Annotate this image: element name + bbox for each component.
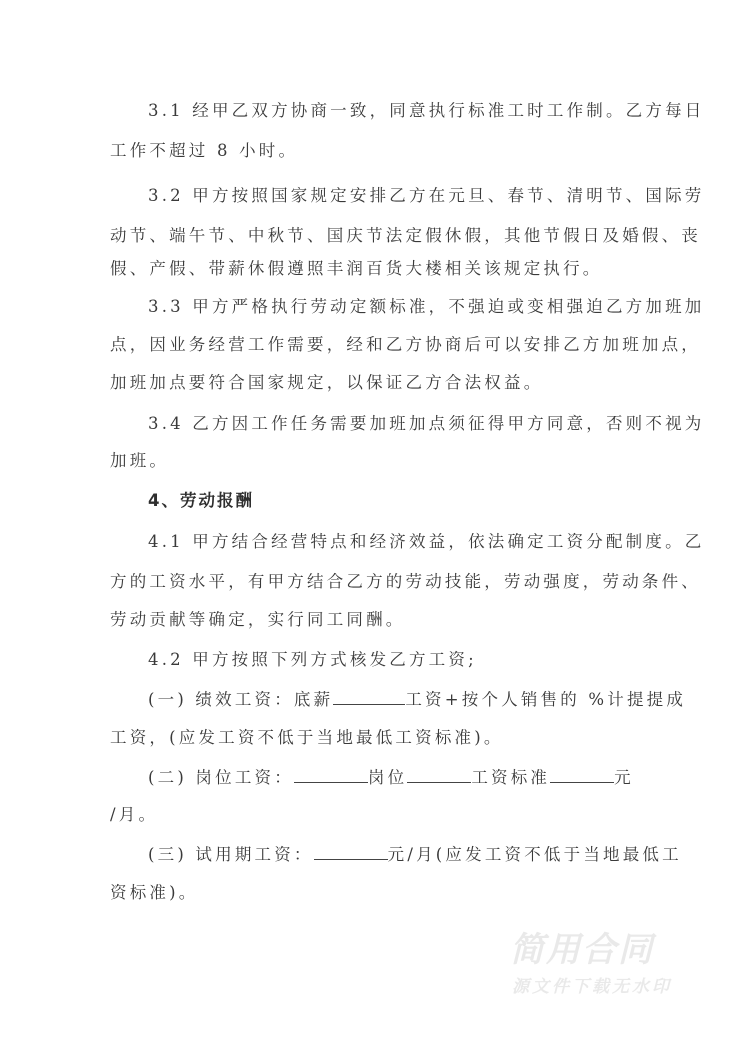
item-2-unit: 元	[614, 768, 634, 787]
clause-3-1-line-1: 3.1 经甲乙双方协商一致，同意执行标准工时工作制。乙方每日	[148, 101, 705, 120]
item-1-text: 工资+按个人销售的 %计提提成	[405, 690, 687, 709]
item-2-line-2: /月。	[110, 805, 159, 824]
section-heading-labor-remuneration: 4、劳动报酬	[148, 491, 254, 510]
clause-3-2-line-3: 假、产假、带薪休假遵照丰润百货大楼相关该规定执行。	[110, 259, 603, 278]
clause-3-3-line-1: 3.3 甲方严格执行劳动定额标准，不强迫或变相强迫乙方加班加	[148, 297, 705, 316]
clause-3-3-line-2: 点，因业务经营工作需要，经和乙方协商后可以安排乙方加班加点，	[110, 335, 701, 354]
item-2-position: 岗位	[367, 768, 408, 787]
position-blank[interactable]	[407, 768, 471, 783]
clause-3-1-line-2: 工作不超过 8 小时。	[110, 141, 299, 160]
item-3-line-2: 资标准)。	[110, 883, 199, 902]
item-2-label: (二) 岗位工资：	[148, 768, 294, 787]
clause-4-1-line-2: 方的工资水平，有甲方结合乙方的劳动技能，劳动强度，劳动条件、	[110, 572, 701, 591]
clause-3-4-line-1: 3.4 乙方因工作任务需要加班加点须征得甲方同意，否则不视为	[148, 414, 705, 433]
salary-standard-blank[interactable]	[550, 768, 614, 783]
clause-4-2-line: 4.2 甲方按照下列方式核发乙方工资;	[148, 650, 477, 669]
item-1-line-1	[148, 690, 686, 710]
item-2-line-1	[148, 768, 634, 788]
clause-3-3-line-3: 加班加点要符合国家规定，以保证乙方合法权益。	[110, 373, 544, 392]
clause-3-2-line-1: 3.2 甲方按照国家规定安排乙方在元旦、春节、清明节、国际劳	[148, 186, 705, 205]
item-3-text: 元/月(应发工资不低于当地最低工	[387, 845, 682, 864]
watermark-title: 简用合同	[510, 930, 654, 970]
clause-3-2-line-2: 动节、端午节、中秋节、国庆节法定假休假，其他节假日及婚假、丧	[110, 226, 701, 245]
probation-salary-blank[interactable]	[314, 845, 388, 860]
clause-4-1-line-3: 劳动贡献等确定，实行同工同酬。	[110, 610, 406, 629]
item-1-line-2: 工资，(应发工资不低于当地最低工资标准)。	[110, 728, 504, 747]
item-2-standard: 工资标准	[471, 768, 551, 787]
item-3-label: (三) 试用期工资：	[148, 845, 314, 864]
item-1-label: (一) 绩效工资：底薪	[148, 690, 334, 709]
item-3-line-1	[148, 845, 682, 865]
base-salary-blank[interactable]	[333, 690, 405, 705]
watermark-subtitle: 源文件下载无水印	[512, 977, 672, 997]
clause-4-1-line-1: 4.1 甲方结合经营特点和经济效益，依法确定工资分配制度。乙	[148, 532, 705, 551]
position-salary-blank[interactable]	[294, 768, 368, 783]
clause-3-4-line-2: 加班。	[110, 451, 170, 470]
